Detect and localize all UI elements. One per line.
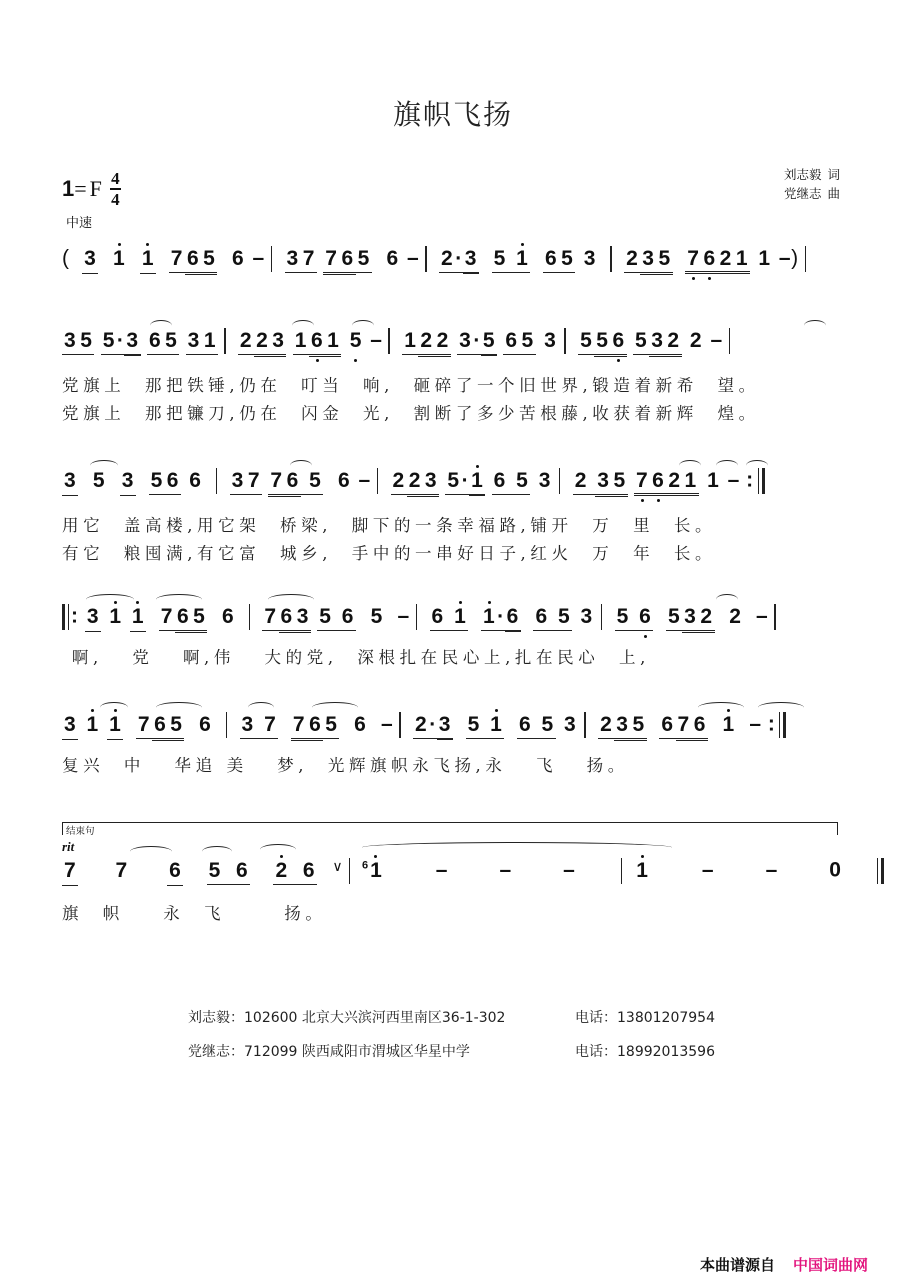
lyrics-line-2a: 党旗上 那把铁锤,仍在 叮当 响, 砸碎了一个旧世界,锻造着新希 望。 xyxy=(62,376,760,395)
tempo-marking: 中速 xyxy=(66,216,93,231)
score-system-6 xyxy=(62,858,842,894)
score-system-5 xyxy=(62,712,842,748)
lyrics-line-3b: 有它 粮囤满,有它富 城乡, 手中的一串好日子,红火 万 年 长。 xyxy=(62,544,717,563)
contact-composer-address: 党继志：712099 陕西咸阳市渭城区华星中学 xyxy=(188,1044,470,1060)
source-prefix: 本曲谱源自 xyxy=(700,1256,776,1274)
score-system-1 xyxy=(62,246,842,282)
credits xyxy=(784,165,840,203)
key-signature xyxy=(62,170,121,208)
lyrics-line-3a: 用它 盖高楼,用它架 桥梁, 脚下的一条幸福路,铺开 万 里 长。 xyxy=(62,516,717,535)
score-system-2 xyxy=(62,328,842,364)
key-tonic: 1 xyxy=(62,175,75,201)
song-title: 旗帜飞扬 xyxy=(392,98,513,131)
composer-name: 党继志 xyxy=(783,186,822,201)
contact-composer xyxy=(188,1041,715,1061)
lyrics-line-4: 啊, 党 啊,伟 大的党, 深根扎在民心上,扎在民心 上, xyxy=(62,648,650,667)
source-site-link[interactable]: 中国词曲网 xyxy=(793,1256,869,1274)
key-equals: = xyxy=(74,175,87,201)
time-bottom: 4 xyxy=(111,189,120,209)
lyrics-line-5: 复兴 中 华追 美 梦, 光辉旗帜永飞扬,永 飞 扬。 xyxy=(62,756,629,775)
lyricist-role: 词 xyxy=(827,167,840,182)
contact-lyricist-phone: 电话：13801207954 xyxy=(575,1010,715,1026)
lyricist-name: 刘志毅 xyxy=(783,167,822,182)
contact-composer-phone: 电话：18992013596 xyxy=(575,1044,715,1060)
time-signature xyxy=(110,170,121,208)
lyrics-line-6: 旗 帜 永 飞 扬。 xyxy=(62,904,327,923)
contact-lyricist-address: 刘志毅：102600 北京大兴滨河西里南区36-1-302 xyxy=(188,1010,506,1026)
notes-line-6: 7 7 6 5 6 2 6 ∨ $^6$1 – – – 1 – – 0 xyxy=(62,858,884,886)
ending-bracket xyxy=(62,822,838,835)
score-system-3 xyxy=(62,468,842,504)
source-watermark xyxy=(700,1254,868,1275)
composer-credit xyxy=(784,184,840,203)
score-system-4 xyxy=(62,604,842,640)
lyrics-line-2b: 党旗上 那把镰刀,仍在 闪金 光, 割断了多少苦根藤,收获着新辉 煌。 xyxy=(62,404,760,423)
notes-line-3: 3 5 3 5 6 6 3 7 7 6 5 6 – 2 2 3 5·1 6 5 3 2 3 5 7 6 2 1 1 – : xyxy=(62,468,765,497)
ending-label: 结束句 xyxy=(66,826,95,837)
notes-line-1: ( 3 1 1 7 6 5 6 – 3 7 7 6 5 6 – 2·3 5 1 6 5 3 2 3 5 7 6 2 1 1 –) xyxy=(62,246,812,275)
notes-line-2: 3 5 5·3 6 5 3 1 2 2 3 1 6 1 5 – 1 2 2 3·5 6 5 3 5 5 6 5 3 2 2 – xyxy=(62,328,736,357)
notes-line-4: : 3 1 1 7 6 5 6 7 6 3 5 6 5 – 6 1 1·6 6 5 3 5 6 5 3 2 2 – xyxy=(62,604,782,633)
key-name: F xyxy=(89,175,102,201)
time-top: 4 xyxy=(111,169,120,188)
composer-role: 曲 xyxy=(827,186,840,201)
rit-marking: rit xyxy=(62,839,75,854)
contact-lyricist xyxy=(188,1007,715,1027)
lyricist-credit xyxy=(784,165,840,184)
notes-line-5: 3 1 1 7 6 5 6 3 7 7 6 5 6 – 2·3 5 1 6 5 3 2 3 5 6 7 6 1 – : xyxy=(62,712,786,741)
